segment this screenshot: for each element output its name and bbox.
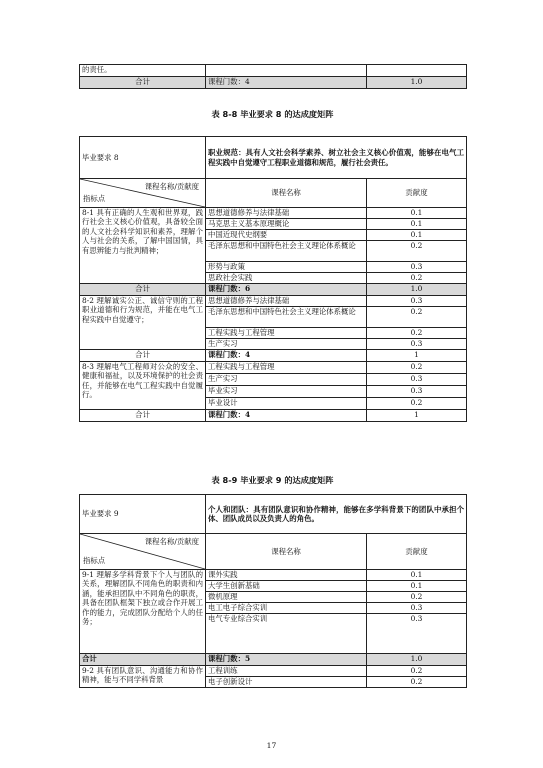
course-value: 0.2 (367, 328, 467, 339)
header-indicator: 指标点 (83, 555, 106, 565)
total-value: 1.0 (367, 284, 467, 296)
header-course-contribution: 课程名称/贡献度 (144, 182, 199, 191)
course-value: 0.1 (367, 230, 467, 241)
total-count: 课程门数：4 (206, 77, 367, 89)
course-value: 0.1 (367, 570, 467, 581)
course-name: 微机原理 (206, 592, 367, 603)
course-value: 0.2 (367, 241, 467, 262)
total-count: 课程门数：6 (206, 284, 367, 296)
total-label: 合计 (80, 410, 206, 422)
header-contribution: 贡献度 (367, 534, 467, 570)
course-value: 0.3 (367, 603, 467, 614)
total-value: 1 (367, 410, 467, 422)
continued-text: 的责任。 (80, 65, 206, 77)
page-number: 17 (266, 741, 277, 750)
course-name: 电工电子综合实训 (206, 603, 367, 614)
indicator-9-2: 9-2 具有团队意识、沟通能力和协作精神，能与不同学科背景 (80, 666, 206, 688)
requirement-description: 职业规范：具有人文社会科学素养、树立社会主义核心价值观，能够在电气工程实践中自觉遵守工程职业道德和规范，履行社会责任。 (206, 137, 467, 179)
course-value: 0.1 (367, 219, 467, 230)
total-count: 课程门数：4 (206, 350, 367, 362)
course-value: 0.1 (367, 581, 467, 592)
table-8-8 (79, 136, 467, 422)
course-name: 课外实践 (206, 570, 367, 581)
course-value: 0.2 (367, 273, 467, 284)
course-value: 0.3 (367, 262, 467, 273)
course-value: 0.3 (367, 386, 467, 398)
indicator-8-1: 8-1 具有正确的人生观和世界观，践行社会主义核心价值观，具备较全面的人文社会科学知识和素养，理解个人与社会的关系，了解中国国情，具有思辨能力与批判精神； (80, 208, 206, 284)
header-course-contribution: 课程名称/贡献度 (144, 537, 199, 546)
indicator-8-3: 8-3 理解电气工程师对公众的安全、健康和福祉，以及环境保护的社会责任，并能够在电气工程实践中自觉履行。 (80, 362, 206, 410)
course-name: 工程实践与工程管理 (206, 362, 367, 374)
course-value: 0.2 (367, 307, 467, 328)
course-name: 毛泽东思想和中国特色社会主义理论体系概论 (206, 307, 367, 328)
requirement-label: 毕业要求 8 (80, 137, 206, 179)
total-value: 1.0 (367, 77, 467, 89)
top-table (79, 64, 467, 89)
course-value: 0.2 (367, 592, 467, 603)
course-name: 思想道德修养与法律基础 (206, 296, 367, 307)
course-value: 0.2 (367, 398, 467, 410)
header-diagonal-cell (80, 179, 206, 208)
course-name: 思想道德修养与法律基础 (206, 208, 367, 219)
course-value: 0.3 (367, 339, 467, 350)
course-name: 生产实习 (206, 374, 367, 386)
course-name: 毕业实习 (206, 386, 367, 398)
course-name: 电子创新设计 (206, 677, 367, 688)
course-value: 0.3 (367, 296, 467, 307)
course-name: 毛泽东思想和中国特色社会主义理论体系概论 (206, 241, 367, 262)
total-label: 合计 (80, 350, 206, 362)
header-course-name: 课程名称 (206, 534, 367, 570)
header-diagonal-cell (80, 534, 206, 570)
course-name: 形势与政策 (206, 262, 367, 273)
header-contribution: 贡献度 (367, 179, 467, 208)
total-label: 合计 (80, 77, 206, 89)
course-value: 0.1 (367, 208, 467, 219)
total-label: 合计 (80, 284, 206, 296)
total-value: 1 (367, 350, 467, 362)
course-value: 0.2 (367, 677, 467, 688)
course-name: 中国近现代史纲要 (206, 230, 367, 241)
course-value: 0.2 (367, 362, 467, 374)
indicator-8-2: 8-2 理解诚实公正、诚信守则的工程职业道德和行为规范，并能在电气工程实践中自觉遵守； (80, 296, 206, 350)
course-value: 0.3 (367, 374, 467, 386)
course-value: 0.2 (367, 666, 467, 677)
course-name: 工程实践与工程管理 (206, 328, 367, 339)
course-name: 生产实习 (206, 339, 367, 350)
total-value: 1.0 (367, 654, 467, 666)
course-name: 马克思主义基本原理概论 (206, 219, 367, 230)
total-count: 课程门数：5 (206, 654, 367, 666)
table-8-9-caption: 表 8-9 毕业要求 9 的达成度矩阵 (211, 475, 334, 485)
total-label: 合计 (80, 654, 206, 666)
indicator-9-1: 9-1 理解多学科背景下个人与团队的关系，理解团队不同角色的职责和内涵，能承担团队中不同角色的职责，具备在团队框架下独立或合作开展工作的能力，完成团队分配给个人的任务； (80, 570, 206, 654)
course-name: 思政社会实践 (206, 273, 367, 284)
requirement-description: 个人和团队：具有团队意识和协作精神，能够在多学科背景下的团队中承担个体、团队成员以及负责人的角色。 (206, 495, 467, 534)
course-value: 0.3 (367, 614, 467, 654)
course-name: 毕业设计 (206, 398, 367, 410)
header-course-name: 课程名称 (206, 179, 367, 208)
course-name: 大学生创新基础 (206, 581, 367, 592)
course-name: 电气专业综合实训 (206, 614, 367, 654)
requirement-label: 毕业要求 9 (80, 495, 206, 534)
table-8-8-caption: 表 8-8 毕业要求 8 的达成度矩阵 (211, 109, 334, 119)
table-8-9 (79, 494, 467, 688)
course-name: 工程训练 (206, 666, 367, 677)
total-count: 课程门数：4 (206, 410, 367, 422)
header-indicator: 指标点 (83, 193, 106, 203)
